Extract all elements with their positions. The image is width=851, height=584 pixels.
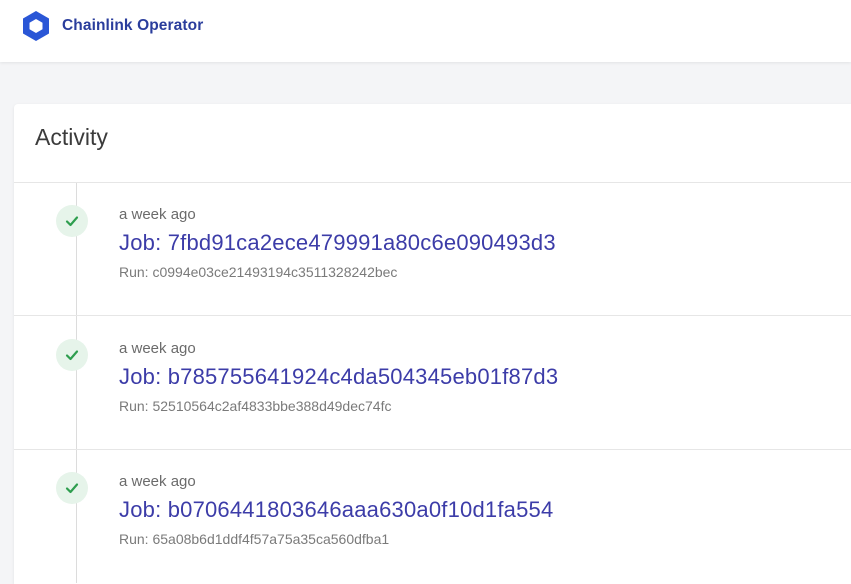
run-id: Run: 52510564c2af4833bbe388d49dec74fc (119, 398, 392, 414)
activity-time: a week ago (119, 340, 196, 357)
activity-item (14, 183, 851, 316)
top-app-bar (0, 0, 851, 62)
success-checkmark-icon (56, 472, 88, 504)
activity-card (14, 104, 851, 584)
activity-time: a week ago (119, 473, 196, 490)
success-checkmark-icon (56, 205, 88, 237)
chainlink-logo-icon (16, 11, 56, 41)
job-link[interactable]: Job: b0706441803646aaa630a0f10d1fa554 (119, 497, 554, 522)
brand[interactable] (16, 11, 203, 41)
run-id: Run: 65a08b6d1ddf4f57a75a35ca560dfba1 (119, 531, 390, 547)
success-checkmark-icon (56, 339, 88, 371)
run-id: Run: c0994e03ce21493194c3511328242bec (119, 264, 398, 280)
activity-item (14, 450, 851, 583)
activity-time: a week ago (119, 206, 196, 223)
brand-name: Chainlink Operator (62, 17, 204, 34)
job-link[interactable]: Job: b785755641924c4da504345eb01f87d3 (119, 364, 559, 389)
activity-title: Activity (35, 124, 108, 150)
job-link[interactable]: Job: 7fbd91ca2ece479991a80c6e090493d3 (119, 230, 556, 255)
divider (14, 315, 851, 316)
activity-item (14, 317, 851, 450)
